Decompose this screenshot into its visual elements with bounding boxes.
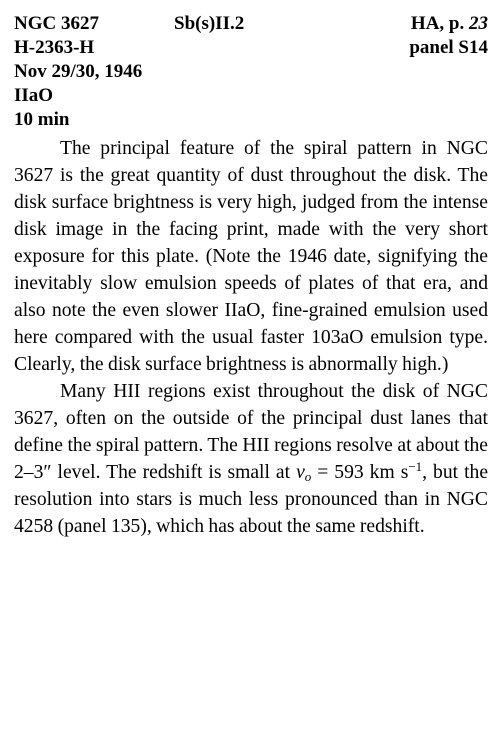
reference [314,12,488,36]
header-row-2 [14,36,488,60]
plate-number: H-2363-H [14,37,95,58]
unit-exponent: −1 [408,459,423,474]
paragraph-1: The principal feature of the spiral pattern in NGC 3627 is the great quantity of dust throughout the disk. The disk surface brightness is very high, judged from the intense disk image in the facing print, made with the very short exposure for this plate. (Note the 1946 date, signifying the inevitably slow emulsion speeds of plates of that era, and also note the even slower IIaO, fine-grained emulsion used here compared with the usual faster 103aO emulsion type. Clearly, the disk surface brightness is abnormally high.) [14,138,488,375]
panel-label: panel S14 [409,37,488,58]
velocity-symbol: v [296,462,305,483]
exposure-time: 10 min [14,109,70,130]
galaxy-type: Sb(s)II.2 [174,13,245,34]
reference-page: 23 [469,13,488,34]
paragraph-2-part-a: Many HII regions exist throughout the disk of NGC 3627, often on the outside of the principal dust lanes that define the spiral pattern. The HII regions resolve at about the 2–3″ level. The redshift is small at [14,381,488,483]
object-name: NGC 3627 [14,13,99,34]
paragraph-2-part-c: , but the resolution into stars is much less pronounced than in NGC 4258 (panel 135), which has about the same redshift. [14,462,489,537]
paragraph-2-part-b: = 593 km s [311,462,409,483]
emulsion: IIaO [14,85,54,106]
page [14,12,488,540]
reference-prefix: HA, p. [410,13,469,34]
velocity-subscript: o [304,469,312,484]
observation-date: Nov 29/30, 1946 [14,61,143,82]
header-row-1 [14,12,488,36]
paragraph-2 [14,378,488,540]
